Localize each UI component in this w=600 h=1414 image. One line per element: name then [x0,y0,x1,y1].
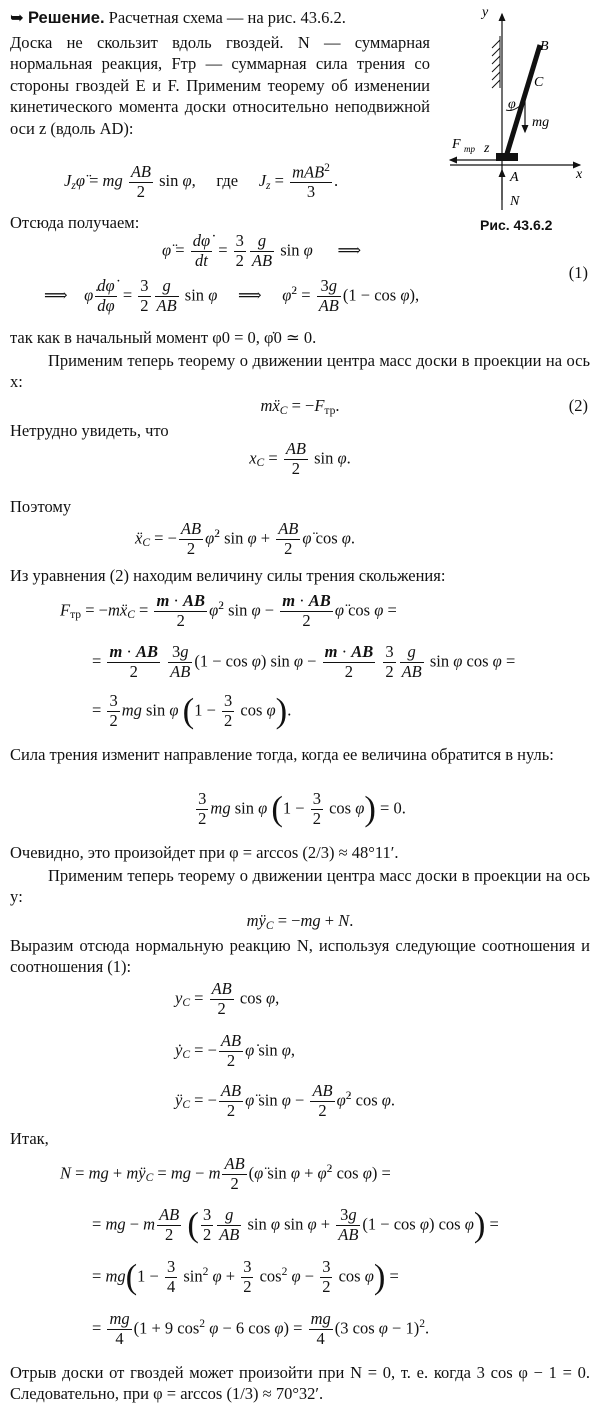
equation-number-2: (2) [568,396,588,415]
equation-1a: φ̈ = $\frac{d\varphi̇}{dt}$ = $\frac{3}{2}$ $\frac{g}{AB}$ sin φ ⟹ [162,231,362,270]
equation-yc-ddot: $ÿ_C$ = − $\frac{AB}{2}$ φ̈ sin φ − $\frac{AB}{2}$ φ̇$^2$ cos φ. [175,1081,396,1120]
para-5: Нетрудно увидеть, что [10,421,169,440]
label-f: F [452,137,461,152]
equation-xc: $x_C$ = $\frac{AB}{2}$ sin φ. [249,439,351,478]
label-y: y [482,5,489,20]
label-mg: mg [532,115,550,130]
equation-n-1: N = mg + $mÿ_C$ = mg − m $\frac{AB}{2}$ (φ̈ sin φ + φ̇$^2$ cos φ) = [60,1154,391,1193]
equation-jz: $J_z\varphï$ = mg $\frac{AB}{2}$ sin φ, где $J_z$ = mAB$^2$ 3 . [64,161,339,202]
figure-43-6-2 [440,0,595,240]
label-n: N [510,194,520,209]
para-13: Отрыв доски от гвоздей может произойти при N = 0, т. е. когда 3 cos φ − 1 = 0. Следовательно, при φ = arccos (1/3) ≈ 70°32′. [10,1363,590,1404]
label-f-sub: тр [464,144,475,154]
para-2: Отсюда получаем: [10,213,140,232]
para-11: Выразим отсюда нормальную реакцию N, используя следующие соотношения и соотношения (1): [10,936,590,977]
equation-2: mẍ$_C$ = $-F_{тр}$. [260,396,340,417]
base-block [496,153,518,161]
equation-zero: $\frac{3}{2}$ mg sin φ (1 − $\frac{3}{2}$ cos φ) = 0. [198,789,406,829]
para-6: Поэтому [10,497,72,516]
para-9: Очевидно, это произойдет при φ = arccos (2/3) ≈ 48°11′. [10,843,399,862]
figure-svg [440,0,595,240]
equation-friction-1: $F_{тр}$ = −mẍ$_C$ = $\frac{m \cdot AB}{2}$ φ̇$^2$ sin φ − $\frac{m \cdot AB}{2}$ φ̈ cos φ = [60,591,397,630]
label-a: A [510,170,519,185]
label-x: x [576,167,583,182]
para-4: Применим теперь теорему о движении центра масс доски в проекции на ось x: [10,351,590,392]
label-z: z [484,141,490,156]
figure-caption: Рис. 43.6.2 [480,217,553,233]
equation-n-3: = mg(1 − $\frac{3}{4}$ $\sin^2 \varphi$ + $\frac{3}{2}$ $\cos^2 \varphi$ − $\frac{3}{2}$ cos φ) = [92,1257,399,1297]
label-b: B [540,39,549,54]
para-7: Из уравнения (2) находим величину силы трения скольжения: [10,566,446,585]
where-word: где [216,170,239,190]
para-8: Сила трения изменит направление тогда, когда ее величина обратится в нуль: [10,745,554,764]
heading-label: Решение. [27,9,105,27]
equation-n-2: = mg − m $\frac{AB}{2}$ ( $\frac{3}{2}$ $\frac{g}{AB}$ sin φ sin φ + $\frac{3g}{AB}$ (1 − cos φ) cos φ) = [92,1205,499,1245]
equation-xc-ddot: ẍ$_C$ = − $\frac{AB}{2}$ φ̇$^2$ sin φ + $\frac{AB}{2}$ φ̈ cos φ. [135,519,356,558]
label-c: C [534,75,544,90]
para-3: так как в начальный момент φ0 = 0, φ̇0 ≃ 0. [10,328,317,347]
equation-n-4: = $\frac{mg}{4}$ (1 + 9 $\cos^2 \varphi - 6$ cos φ) = $\frac{mg}{4}$ (3 cos φ − 1)$^2$. [92,1309,430,1348]
equation-y-motion: $mÿ_C = -mg + N$. [246,911,354,932]
label-phi: φ [508,97,516,112]
para-12: Итак, [10,1129,49,1148]
equation-1b: ⟹ φ̇ $\frac{d\varphi̇}{d\varphi}$ = $\frac{3}{2}$ $\frac{g}{AB}$ sin φ ⟹ φ̇$^2$ = $\frac{3g}{AB}$ (1 − cos φ), [44,276,420,315]
para-1-first: Расчетная схема — на рис. 43.6.2. [108,8,346,27]
para-1 [10,7,430,29]
equation-yc-dot: ẏ$_C$ = − $\frac{AB}{2}$ φ̇ sin φ, [175,1031,295,1070]
heading-marker: ➥ [10,9,24,27]
wall-hatch [492,36,500,88]
para-1-rest: Доска не скользит вдоль гвоздей. N — суммарная нормальная реакция, Fтр — суммарная сила трения со стороны гвоздей E и F. Применим теорему об изменении кинетического момента доски относительно неподвижной оси z (вдоль AD): [10,33,430,138]
equation-friction-2: = $\frac{m \cdot AB}{2}$ $\frac{3g}{AB}$ (1 − cos φ) sin φ − $\frac{m \cdot AB}{2}$ $\frac{3}{2}$ $\frac{g}{AB}$ sin φ cos φ = [92,642,516,681]
equation-friction-3: = $\frac{3}{2}$ mg sin φ (1 − $\frac{3}{2}$ cos φ). [92,691,292,731]
equation-yc: $y_C$ = $\frac{AB}{2}$ cos φ, [175,979,280,1018]
equation-number-1: (1) [568,263,588,282]
para-10: Применим теперь теорему о движении центра масс доски в проекции на ось y: [10,866,590,907]
